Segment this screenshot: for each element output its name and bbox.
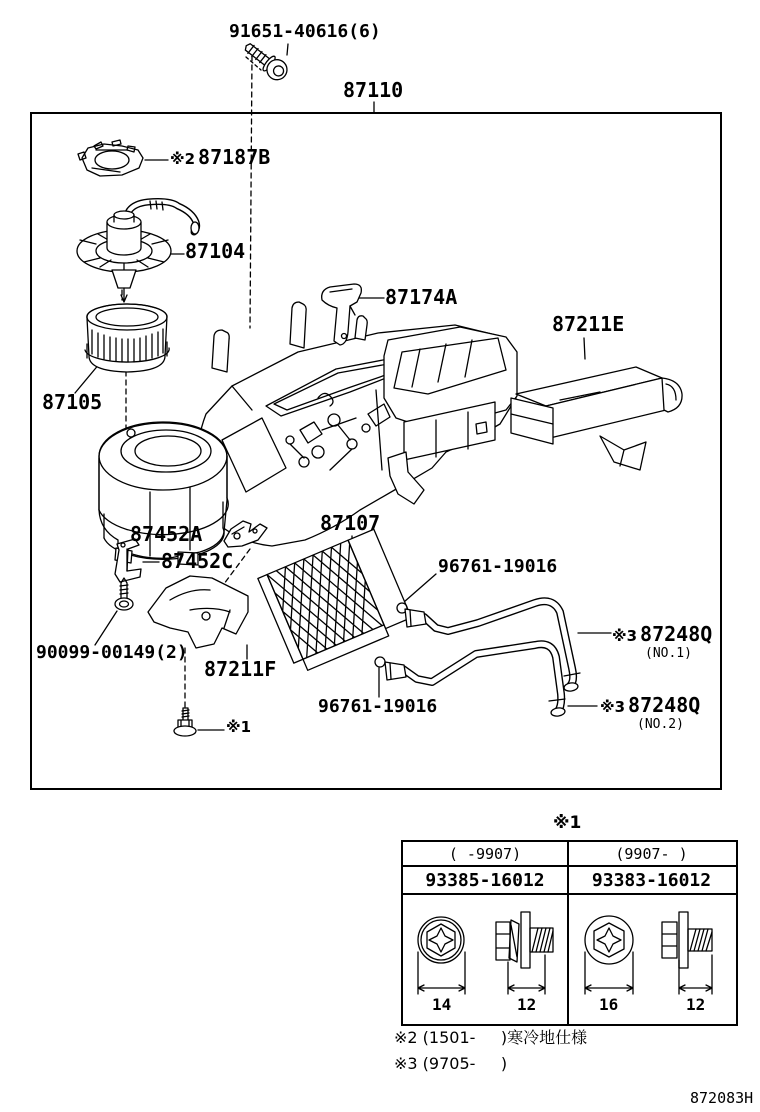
part-label-87104: 87104 xyxy=(185,239,246,263)
drawing-code: 872083H xyxy=(690,1089,754,1107)
ref2-mark: ※2 xyxy=(170,150,196,168)
ref3-mark: ※3 xyxy=(600,698,626,716)
dim-thread-early: 12 xyxy=(517,995,537,1014)
dim-thread-late: 12 xyxy=(686,995,706,1014)
part-label-87110: 87110 xyxy=(343,78,404,102)
date-range-cell-late: (9907- ) xyxy=(615,844,688,863)
part-label-87187b: ※2 87187B xyxy=(170,145,271,169)
part-label-87211f: 87211F xyxy=(204,657,277,681)
part-number-cell-late: 93383-16012 xyxy=(591,869,712,891)
blower-motor-87104-drawing xyxy=(77,201,199,302)
resistor-87187b-drawing xyxy=(78,140,143,176)
oring-lower-drawing xyxy=(375,657,385,667)
date-range-cell-early: ( -9907) xyxy=(448,844,522,863)
part-label-90099: 90099-00149(2) xyxy=(36,642,188,663)
dim-head-early: 14 xyxy=(432,995,452,1014)
note-ref3: ※3 (9705- ) xyxy=(394,1054,508,1073)
part-label-87105: 87105 xyxy=(42,390,103,414)
part-number-cell-early: 93385-16012 xyxy=(425,869,545,891)
duct-87211e-drawing xyxy=(511,367,682,470)
note-ref2: ※2 (1501- )寒冷地仕様 xyxy=(394,1028,588,1047)
part-label-87248q-no2: ※3 87248Q xyxy=(600,693,701,717)
ref1-mark-screw: ※1 xyxy=(226,718,252,736)
part-label-87174a: 87174A xyxy=(385,285,458,309)
screw-90099-drawing xyxy=(115,578,133,610)
part-label-87452c: 87452C xyxy=(161,549,234,573)
part-sublabel-no2: (NO.2) xyxy=(637,717,684,732)
mounting-screw-91651-drawing xyxy=(240,38,291,84)
table-rule-2 xyxy=(403,893,736,895)
part-label-oring-upper: 96761-19016 xyxy=(438,556,558,577)
part-label-87107: 87107 xyxy=(320,511,381,535)
heater-case-87110-drawing xyxy=(196,302,517,546)
part-label-91651: 91651-40616(6) xyxy=(229,21,381,42)
part-label-oring-lower: 96761-19016 xyxy=(318,696,438,717)
part-label-87248q-no1: ※3 87248Q xyxy=(612,622,713,646)
part-label-87211e: 87211E xyxy=(552,312,625,336)
part-sublabel-no1: (NO.1) xyxy=(645,646,692,661)
duct-87211f-drawing xyxy=(148,576,248,648)
blower-filter-87105-drawing xyxy=(85,304,169,372)
ref3-mark: ※3 xyxy=(612,627,638,645)
screw-ref1-drawing xyxy=(174,708,196,736)
dim-head-late: 16 xyxy=(599,995,619,1014)
ref1-mark-table: ※1 xyxy=(553,813,582,833)
part-label-87452a: 87452A xyxy=(130,522,203,546)
